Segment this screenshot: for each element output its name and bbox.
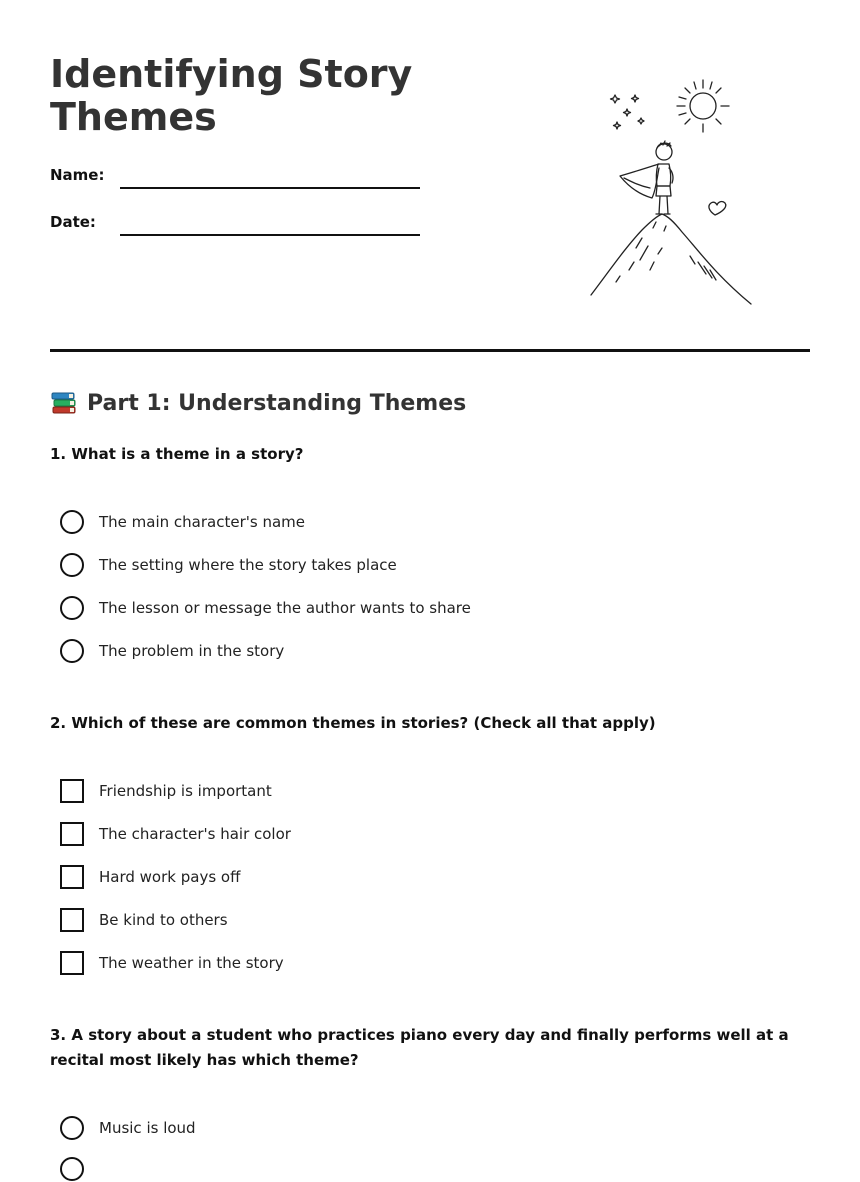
- q2-option-4[interactable]: [60, 907, 228, 933]
- option-label: The problem in the story: [99, 642, 285, 660]
- q2-option-5[interactable]: [60, 950, 284, 976]
- radio-button[interactable]: [60, 553, 84, 577]
- date-label: Date:: [50, 213, 96, 231]
- name-label: Name:: [50, 166, 105, 184]
- checkbox[interactable]: [60, 951, 84, 975]
- date-field[interactable]: [120, 234, 420, 236]
- worksheet-title: Identifying Story Themes: [50, 52, 413, 139]
- question-2: 2. Which of these are common themes in stories? (Check all that apply): [50, 714, 656, 732]
- radio-button[interactable]: [60, 1116, 84, 1140]
- books-icon: [50, 389, 78, 417]
- option-label: Be kind to others: [99, 911, 228, 929]
- radio-button[interactable]: [60, 596, 84, 620]
- q2-option-3[interactable]: [60, 864, 240, 890]
- checkbox[interactable]: [60, 822, 84, 846]
- option-label: Friendship is important: [99, 782, 272, 800]
- option-label: Hard work pays off: [99, 868, 241, 886]
- section-divider: [50, 349, 810, 352]
- child-on-mountain-illustration: [590, 72, 770, 312]
- q2-option-1[interactable]: [60, 778, 272, 804]
- option-label: The lesson or message the author wants to share: [99, 599, 471, 617]
- question-1: 1. What is a theme in a story?: [50, 445, 304, 463]
- checkbox[interactable]: [60, 908, 84, 932]
- q3-option-2[interactable]: [60, 1156, 84, 1182]
- q3-option-1[interactable]: [60, 1115, 196, 1141]
- q1-option-3[interactable]: [60, 595, 471, 621]
- radio-button[interactable]: [60, 639, 84, 663]
- q1-option-4[interactable]: [60, 638, 284, 664]
- part-1-heading: [50, 389, 466, 417]
- option-label: The setting where the story takes place: [99, 556, 397, 574]
- option-label: The character's hair color: [99, 825, 291, 843]
- option-label: The weather in the story: [99, 954, 284, 972]
- checkbox[interactable]: [60, 779, 84, 803]
- q1-option-1[interactable]: [60, 509, 305, 535]
- part-1-title: Part 1: Understanding Themes: [87, 390, 467, 416]
- option-label: Music is loud: [99, 1119, 196, 1137]
- q2-option-2[interactable]: [60, 821, 291, 847]
- name-field[interactable]: [120, 187, 420, 189]
- radio-button[interactable]: [60, 510, 84, 534]
- option-label: The main character's name: [99, 513, 305, 531]
- q1-option-2[interactable]: [60, 552, 397, 578]
- checkbox[interactable]: [60, 865, 84, 889]
- question-3: 3. A story about a student who practices piano every day and finally performs well at a recital most likely has which theme?: [50, 1026, 789, 1069]
